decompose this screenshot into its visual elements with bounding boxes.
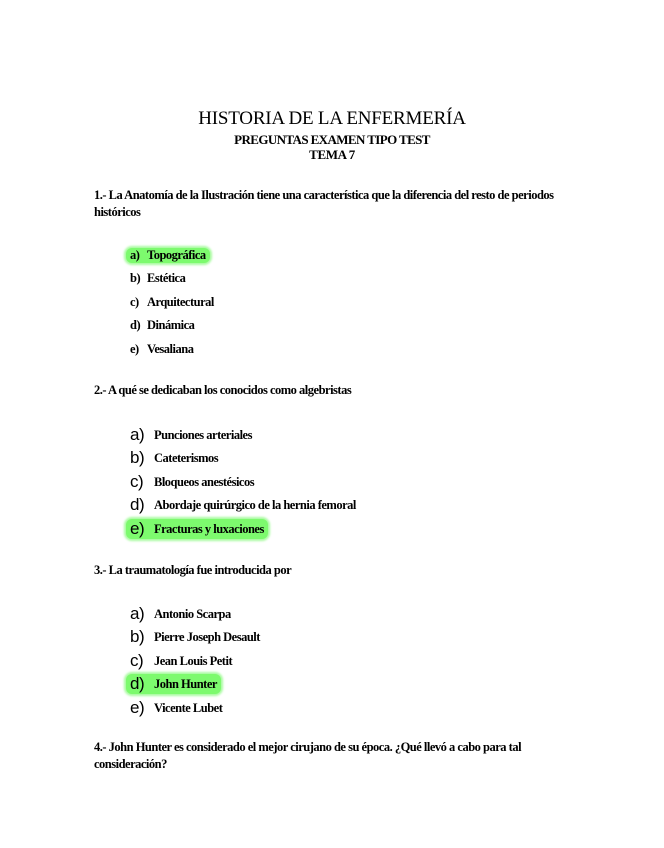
question-2-options [130,425,356,542]
option-1b: b) Estética [130,271,186,286]
option-2e [130,519,356,542]
option-2c: c) Bloqueos anestésicos [130,471,255,491]
option-2a: a) Punciones arteriales [130,425,252,444]
document-title: HISTORIA DE LA ENFERMERÍA [198,108,466,129]
correct-answer-highlight: a) Topográfica [126,248,210,263]
question-1-options [130,248,214,365]
document-topic: TEMA 7 [309,147,355,162]
document-subtitle: PREGUNTAS EXAMEN TIPO TEST [234,132,430,147]
option-2d: d) Abordaje quirúrgico de la hernia femoral [130,495,356,515]
correct-answer-highlight: d) John Hunter [126,674,221,694]
option-3e: e) Vicente Lubet [130,697,223,717]
question-3: 3.- La traumatología fue introducida por [94,563,292,577]
option-1a [130,248,214,271]
option-1d: d) Dinámica [130,318,195,333]
question-3-options [130,604,260,721]
option-3b: b) Pierre Joseph Desault [130,627,260,647]
option-3a: a) Antonio Scarpa [130,604,231,623]
option-2b: b) Cateterismos [130,448,219,468]
question-4: 4.- John Hunter es considerado el mejor cirujano de su época. ¿Qué llevó a cabo para tal consideración? [94,740,522,771]
correct-answer-highlight: e) Fracturas y luxaciones [126,519,268,539]
option-1c: c) Arquitectural [130,294,214,309]
question-1: 1.- La Anatomía de la Ilustración tiene una característica que la diferencia del resto de periodos históricos [94,188,554,219]
option-1e: e) Vesaliana [130,341,194,356]
option-3c: c) Jean Louis Petit [130,650,233,670]
question-2: 2.- A qué se dedicaban los conocidos como algebristas [94,383,352,397]
option-3d [130,674,260,697]
